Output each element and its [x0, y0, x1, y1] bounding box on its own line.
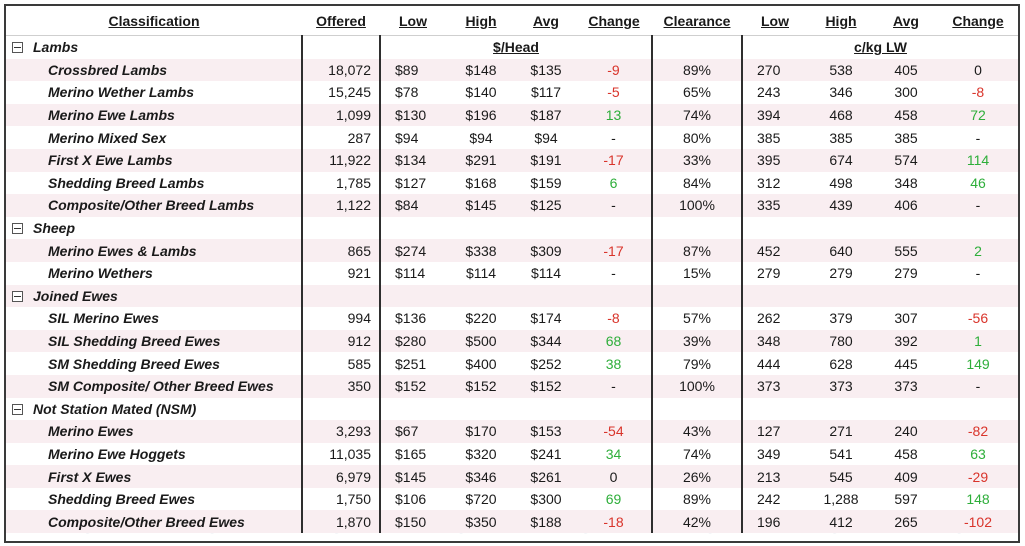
- cell-offered: 921: [302, 262, 380, 285]
- cell-low-ckg: 395: [742, 149, 808, 172]
- cell-high-head: $720: [446, 488, 516, 511]
- cell-low-ckg: 394: [742, 104, 808, 127]
- cell-low-ckg: 452: [742, 239, 808, 262]
- cell-change-head: 0: [576, 465, 652, 488]
- empty-cell: [652, 285, 742, 308]
- table-row: [6, 307, 1018, 330]
- row-classification: Merino Ewe Hoggets: [6, 443, 302, 466]
- cell-avg-ckg: 555: [874, 239, 938, 262]
- table-row: [6, 443, 1018, 466]
- cell-avg-ckg: 265: [874, 510, 938, 533]
- cell-low-ckg: 348: [742, 330, 808, 353]
- cell-avg-ckg: 392: [874, 330, 938, 353]
- cell-clearance: 74%: [652, 104, 742, 127]
- cell-avg-head: $187: [516, 104, 576, 127]
- cell-clearance: 84%: [652, 172, 742, 195]
- cell-change-head: -17: [576, 149, 652, 172]
- cell-change-ckg: 63: [938, 443, 1018, 466]
- cell-low-ckg: 312: [742, 172, 808, 195]
- cell-low-head: $150: [380, 510, 446, 533]
- cell-low-head: $136: [380, 307, 446, 330]
- cell-change-ckg: 0: [938, 59, 1018, 82]
- cell-avg-head: $261: [516, 465, 576, 488]
- empty-cell: [302, 285, 380, 308]
- cell-offered: 994: [302, 307, 380, 330]
- cell-change-head: -5: [576, 81, 652, 104]
- cell-avg-ckg: 405: [874, 59, 938, 82]
- header-row: [6, 6, 1018, 36]
- header-high-ckg: High: [808, 6, 874, 36]
- cell-change-ckg: 46: [938, 172, 1018, 195]
- cell-high-ckg: 628: [808, 352, 874, 375]
- cell-change-head: -: [576, 375, 652, 398]
- table-row: [6, 239, 1018, 262]
- table-row: [6, 126, 1018, 149]
- cell-clearance: 33%: [652, 149, 742, 172]
- cell-avg-head: $125: [516, 194, 576, 217]
- empty-cell: [302, 398, 380, 421]
- cell-high-head: $346: [446, 465, 516, 488]
- cell-avg-ckg: 445: [874, 352, 938, 375]
- cell-avg-head: $94: [516, 126, 576, 149]
- cell-high-head: $500: [446, 330, 516, 353]
- cell-high-ckg: 373: [808, 375, 874, 398]
- row-classification: Crossbred Lambs: [6, 59, 302, 82]
- table-row: [6, 488, 1018, 511]
- cell-high-head: $196: [446, 104, 516, 127]
- cell-low-ckg: 270: [742, 59, 808, 82]
- cell-change-head: -: [576, 194, 652, 217]
- cell-change-head: -17: [576, 239, 652, 262]
- row-classification: Merino Ewe Lambs: [6, 104, 302, 127]
- cell-avg-head: $153: [516, 420, 576, 443]
- unit-head-label: $/Head: [380, 36, 652, 59]
- cell-offered: 912: [302, 330, 380, 353]
- cell-low-ckg: 373: [742, 375, 808, 398]
- cell-avg-head: $135: [516, 59, 576, 82]
- cell-avg-ckg: 240: [874, 420, 938, 443]
- cell-high-head: $114: [446, 262, 516, 285]
- cell-offered: 11,922: [302, 149, 380, 172]
- cell-avg-head: $344: [516, 330, 576, 353]
- cell-low-ckg: 279: [742, 262, 808, 285]
- empty-cell: [652, 36, 742, 59]
- cell-low-head: $165: [380, 443, 446, 466]
- cell-avg-ckg: 348: [874, 172, 938, 195]
- cell-low-head: $84: [380, 194, 446, 217]
- cell-offered: 18,072: [302, 59, 380, 82]
- row-classification: Shedding Breed Lambs: [6, 172, 302, 195]
- cell-high-head: $148: [446, 59, 516, 82]
- row-classification: Merino Wethers: [6, 262, 302, 285]
- table-row: [6, 420, 1018, 443]
- empty-cell: [302, 217, 380, 240]
- group-label: Lambs: [33, 39, 79, 56]
- row-classification: First X Ewes: [6, 465, 302, 488]
- cell-high-head: $168: [446, 172, 516, 195]
- group-header[interactable]: [6, 36, 302, 59]
- cell-avg-head: $300: [516, 488, 576, 511]
- row-classification: Merino Wether Lambs: [6, 81, 302, 104]
- cell-low-ckg: 335: [742, 194, 808, 217]
- cell-change-ckg: -82: [938, 420, 1018, 443]
- cell-avg-head: $241: [516, 443, 576, 466]
- cell-change-ckg: -: [938, 126, 1018, 149]
- cell-avg-head: $174: [516, 307, 576, 330]
- cell-avg-ckg: 574: [874, 149, 938, 172]
- cell-low-head: $127: [380, 172, 446, 195]
- cell-low-ckg: 349: [742, 443, 808, 466]
- cell-clearance: 100%: [652, 375, 742, 398]
- unit-kg-label: c/kg LW: [742, 36, 1018, 59]
- cell-clearance: 74%: [652, 443, 742, 466]
- cell-low-ckg: 444: [742, 352, 808, 375]
- cell-high-ckg: 412: [808, 510, 874, 533]
- cell-offered: 1,122: [302, 194, 380, 217]
- cell-clearance: 15%: [652, 262, 742, 285]
- cell-high-head: $170: [446, 420, 516, 443]
- cell-change-ckg: -: [938, 262, 1018, 285]
- cell-change-ckg: -29: [938, 465, 1018, 488]
- cell-low-ckg: 242: [742, 488, 808, 511]
- cell-change-ckg: -: [938, 194, 1018, 217]
- cell-high-head: $291: [446, 149, 516, 172]
- group-label: Sheep: [33, 220, 76, 237]
- cell-clearance: 100%: [652, 194, 742, 217]
- header-change-ckg: Change: [938, 6, 1018, 36]
- cell-clearance: 89%: [652, 59, 742, 82]
- cell-high-head: $350: [446, 510, 516, 533]
- cell-low-ckg: 262: [742, 307, 808, 330]
- cell-low-ckg: 213: [742, 465, 808, 488]
- cell-change-ckg: 148: [938, 488, 1018, 511]
- header-low-ckg: Low: [742, 6, 808, 36]
- cell-offered: 1,870: [302, 510, 380, 533]
- empty-cell: [302, 36, 380, 59]
- cell-clearance: 26%: [652, 465, 742, 488]
- cell-offered: 585: [302, 352, 380, 375]
- cell-change-ckg: -102: [938, 510, 1018, 533]
- cell-change-ckg: -: [938, 375, 1018, 398]
- cell-low-head: $114: [380, 262, 446, 285]
- cell-change-head: 34: [576, 443, 652, 466]
- cell-high-ckg: 780: [808, 330, 874, 353]
- group-header[interactable]: [6, 285, 302, 308]
- cell-avg-head: $159: [516, 172, 576, 195]
- cell-avg-head: $252: [516, 352, 576, 375]
- cell-clearance: 43%: [652, 420, 742, 443]
- cell-high-ckg: 545: [808, 465, 874, 488]
- group-row: [6, 36, 1018, 59]
- cell-high-head: $152: [446, 375, 516, 398]
- cell-avg-ckg: 385: [874, 126, 938, 149]
- cell-change-ckg: 114: [938, 149, 1018, 172]
- livestock-price-table: [6, 6, 1018, 533]
- cell-offered: 1,785: [302, 172, 380, 195]
- cell-low-ckg: 196: [742, 510, 808, 533]
- cell-avg-head: $117: [516, 81, 576, 104]
- cell-offered: 287: [302, 126, 380, 149]
- cell-change-head: -18: [576, 510, 652, 533]
- cell-change-head: 69: [576, 488, 652, 511]
- cell-low-head: $251: [380, 352, 446, 375]
- cell-low-head: $106: [380, 488, 446, 511]
- cell-high-ckg: 468: [808, 104, 874, 127]
- cell-high-ckg: 674: [808, 149, 874, 172]
- cell-change-head: 13: [576, 104, 652, 127]
- row-classification: Merino Ewes: [6, 420, 302, 443]
- cell-high-ckg: 271: [808, 420, 874, 443]
- table-row: [6, 262, 1018, 285]
- table-row: [6, 375, 1018, 398]
- empty-cell: [380, 217, 652, 240]
- cell-clearance: 57%: [652, 307, 742, 330]
- cell-change-head: -54: [576, 420, 652, 443]
- cell-clearance: 89%: [652, 488, 742, 511]
- row-classification: Merino Mixed Sex: [6, 126, 302, 149]
- empty-cell: [742, 285, 1018, 308]
- cell-change-head: -8: [576, 307, 652, 330]
- table-row: [6, 194, 1018, 217]
- cell-low-head: $130: [380, 104, 446, 127]
- cell-clearance: 79%: [652, 352, 742, 375]
- cell-low-head: $274: [380, 239, 446, 262]
- cell-change-ckg: 2: [938, 239, 1018, 262]
- cell-offered: 15,245: [302, 81, 380, 104]
- cell-high-head: $140: [446, 81, 516, 104]
- header-high: High: [446, 6, 516, 36]
- collapse-minus-icon[interactable]: [12, 291, 23, 302]
- cell-high-ckg: 346: [808, 81, 874, 104]
- cell-low-head: $134: [380, 149, 446, 172]
- table-body: [6, 36, 1018, 534]
- cell-high-ckg: 541: [808, 443, 874, 466]
- cell-avg-head: $152: [516, 375, 576, 398]
- row-classification: SIL Shedding Breed Ewes: [6, 330, 302, 353]
- row-classification: Composite/Other Breed Lambs: [6, 194, 302, 217]
- cell-change-ckg: -56: [938, 307, 1018, 330]
- cell-high-head: $338: [446, 239, 516, 262]
- cell-offered: 350: [302, 375, 380, 398]
- header-low: Low: [380, 6, 446, 36]
- group-row: [6, 217, 1018, 240]
- cell-high-ckg: 538: [808, 59, 874, 82]
- cell-high-ckg: 1,288: [808, 488, 874, 511]
- cell-low-head: $67: [380, 420, 446, 443]
- cell-high-ckg: 439: [808, 194, 874, 217]
- cell-avg-ckg: 458: [874, 104, 938, 127]
- cell-avg-head: $309: [516, 239, 576, 262]
- group-label: Joined Ewes: [33, 287, 118, 304]
- cell-offered: 865: [302, 239, 380, 262]
- table-row: [6, 104, 1018, 127]
- cell-offered: 1,750: [302, 488, 380, 511]
- cell-low-head: $145: [380, 465, 446, 488]
- cell-high-ckg: 279: [808, 262, 874, 285]
- empty-cell: [742, 217, 1018, 240]
- collapse-minus-icon[interactable]: [12, 42, 23, 53]
- header-avg-ckg: Avg: [874, 6, 938, 36]
- cell-clearance: 39%: [652, 330, 742, 353]
- cell-low-head: $94: [380, 126, 446, 149]
- row-classification: Composite/Other Breed Ewes: [6, 510, 302, 533]
- collapse-minus-icon[interactable]: [12, 223, 23, 234]
- cell-avg-ckg: 300: [874, 81, 938, 104]
- cell-change-ckg: 149: [938, 352, 1018, 375]
- row-classification: Merino Ewes & Lambs: [6, 239, 302, 262]
- cell-change-head: 38: [576, 352, 652, 375]
- cell-low-head: $78: [380, 81, 446, 104]
- empty-cell: [652, 398, 742, 421]
- table-row: [6, 465, 1018, 488]
- cell-high-ckg: 498: [808, 172, 874, 195]
- cell-change-head: -: [576, 126, 652, 149]
- cell-high-head: $220: [446, 307, 516, 330]
- cell-clearance: 42%: [652, 510, 742, 533]
- table-row: [6, 172, 1018, 195]
- group-row: [6, 285, 1018, 308]
- empty-cell: [742, 398, 1018, 421]
- row-classification: First X Ewe Lambs: [6, 149, 302, 172]
- cell-avg-head: $191: [516, 149, 576, 172]
- header-offered: Offered: [302, 6, 380, 36]
- cell-high-head: $94: [446, 126, 516, 149]
- empty-cell: [380, 398, 652, 421]
- cell-high-head: $400: [446, 352, 516, 375]
- cell-clearance: 87%: [652, 239, 742, 262]
- header-clearance: Clearance: [652, 6, 742, 36]
- cell-avg-head: $188: [516, 510, 576, 533]
- cell-change-head: 68: [576, 330, 652, 353]
- header-classification: Classification: [6, 6, 302, 36]
- cell-clearance: 80%: [652, 126, 742, 149]
- table-row: [6, 59, 1018, 82]
- cell-offered: 11,035: [302, 443, 380, 466]
- cell-avg-ckg: 458: [874, 443, 938, 466]
- cell-change-ckg: 1: [938, 330, 1018, 353]
- cell-clearance: 65%: [652, 81, 742, 104]
- cell-high-head: $320: [446, 443, 516, 466]
- group-row: [6, 398, 1018, 421]
- cell-low-head: $89: [380, 59, 446, 82]
- row-classification: SIL Merino Ewes: [6, 307, 302, 330]
- table-row: [6, 149, 1018, 172]
- group-header[interactable]: [6, 217, 302, 240]
- price-table-container: [4, 4, 1020, 543]
- cell-low-head: $280: [380, 330, 446, 353]
- cell-low-ckg: 243: [742, 81, 808, 104]
- cell-avg-ckg: 373: [874, 375, 938, 398]
- row-classification: SM Shedding Breed Ewes: [6, 352, 302, 375]
- table-row: [6, 81, 1018, 104]
- row-classification: Shedding Breed Ewes: [6, 488, 302, 511]
- cell-low-ckg: 385: [742, 126, 808, 149]
- cell-change-ckg: -8: [938, 81, 1018, 104]
- cell-avg-ckg: 409: [874, 465, 938, 488]
- header-change: Change: [576, 6, 652, 36]
- empty-cell: [380, 285, 652, 308]
- table-row: [6, 330, 1018, 353]
- table-row: [6, 510, 1018, 533]
- table-row: [6, 352, 1018, 375]
- header-avg: Avg: [516, 6, 576, 36]
- cell-high-ckg: 379: [808, 307, 874, 330]
- cell-offered: 3,293: [302, 420, 380, 443]
- cell-avg-ckg: 597: [874, 488, 938, 511]
- cell-high-head: $145: [446, 194, 516, 217]
- cell-avg-ckg: 406: [874, 194, 938, 217]
- collapse-minus-icon[interactable]: [12, 404, 23, 415]
- cell-avg-ckg: 279: [874, 262, 938, 285]
- cell-offered: 6,979: [302, 465, 380, 488]
- cell-low-head: $152: [380, 375, 446, 398]
- cell-change-head: -9: [576, 59, 652, 82]
- cell-change-head: 6: [576, 172, 652, 195]
- cell-high-ckg: 640: [808, 239, 874, 262]
- empty-cell: [652, 217, 742, 240]
- cell-avg-ckg: 307: [874, 307, 938, 330]
- cell-change-ckg: 72: [938, 104, 1018, 127]
- cell-change-head: -: [576, 262, 652, 285]
- cell-avg-head: $114: [516, 262, 576, 285]
- group-label: Not Station Mated (NSM): [33, 400, 197, 417]
- cell-low-ckg: 127: [742, 420, 808, 443]
- cell-high-ckg: 385: [808, 126, 874, 149]
- row-classification: SM Composite/ Other Breed Ewes: [6, 375, 302, 398]
- group-header[interactable]: [6, 398, 302, 421]
- cell-offered: 1,099: [302, 104, 380, 127]
